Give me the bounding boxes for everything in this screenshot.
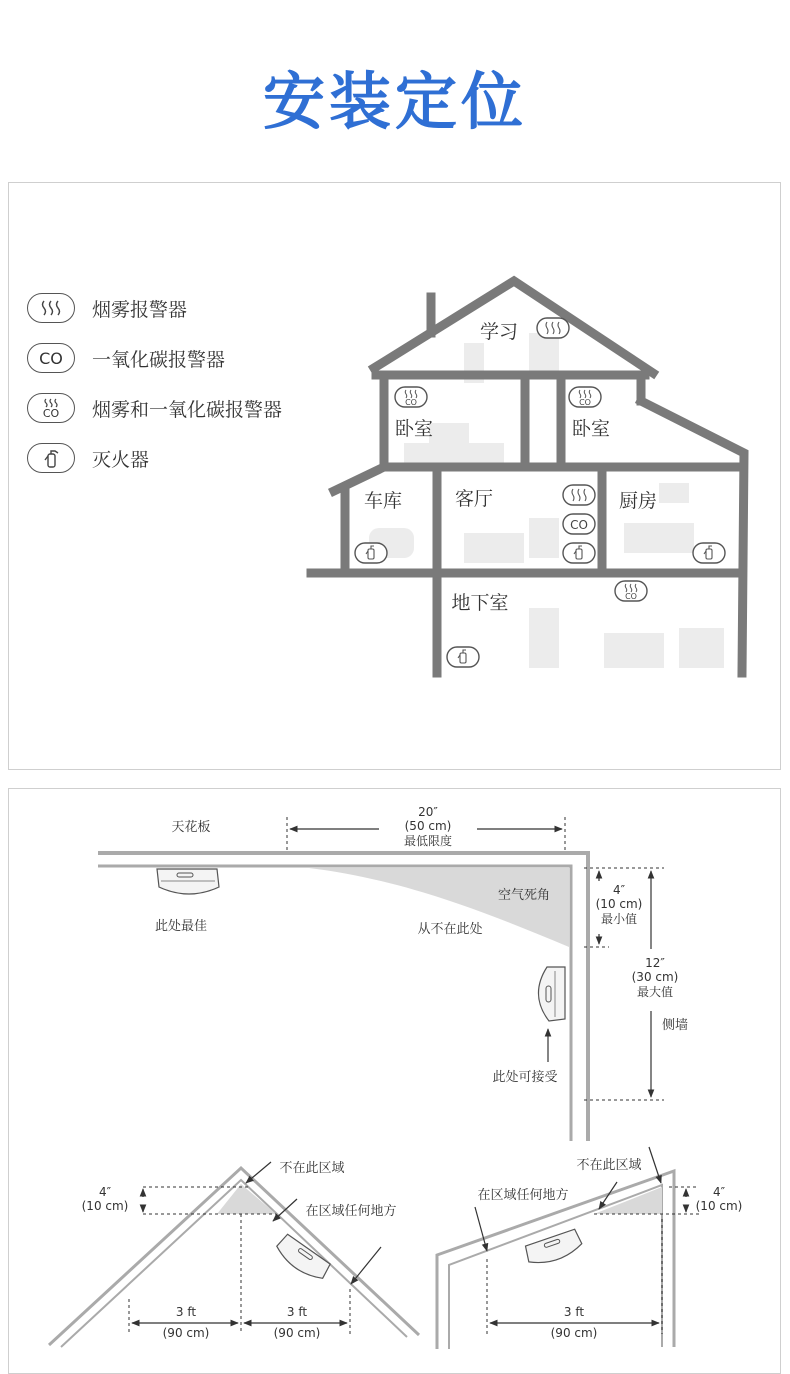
ceiling-label: 天花板 [171, 820, 211, 835]
best-here-label: 此处最佳 [154, 919, 208, 934]
peak-anywhere-in-area: 在区域任何地方 [305, 1204, 397, 1219]
peak-left-cm: (90 cm) [162, 1326, 210, 1340]
co-text: CO [579, 398, 591, 407]
peak-detector-icon [273, 1233, 332, 1284]
room-bedroom-right: 卧室 [571, 418, 611, 440]
peak-left-ft: 3 ft [175, 1305, 197, 1319]
basement-smoke-co-icon [615, 581, 647, 601]
dead-air-label: 空气死角 [497, 888, 551, 903]
bedroom-right-smoke-co-icon [569, 387, 601, 407]
room-garage: 车库 [363, 490, 403, 512]
garage-fire-extinguisher-icon [355, 543, 387, 563]
min-cm: (10 cm) [595, 897, 643, 911]
placement-diagram-panel [8, 788, 781, 1374]
house-diagram-panel [8, 182, 781, 770]
slope-not-in-area: 不在此区域 [576, 1158, 642, 1173]
room-kitchen: 厨房 [618, 490, 658, 512]
bedroom-left-smoke-co-icon [395, 387, 427, 407]
legend-label: 一氧化碳报警器 [92, 348, 226, 371]
side-wall-label: 侧墙 [661, 1018, 689, 1033]
basement-fire-extinguisher-icon [447, 647, 479, 667]
house-diagram [9, 183, 780, 769]
never-here-label: 从不在此处 [417, 922, 483, 937]
page-title: 安装定位 [262, 65, 527, 138]
max-inches: 12″ [645, 956, 665, 970]
min-distance-label: 最低限度 [403, 834, 453, 848]
slope-dist-inches: 4″ [712, 1185, 726, 1199]
living-smoke-alarm-icon [563, 485, 595, 505]
co-text: CO [42, 406, 60, 420]
peak-dist-cm: (10 cm) [81, 1199, 129, 1213]
min-label: 最小值 [600, 912, 638, 926]
house-walls [311, 281, 744, 673]
co-text: CO [625, 592, 637, 601]
min-distance-inches: 20″ [418, 805, 438, 819]
wall-detector-icon [538, 967, 565, 1021]
kitchen-fire-extinguisher-icon [693, 543, 725, 563]
min-distance-cm: (50 cm) [404, 819, 452, 833]
co-alarm-icon: CO [27, 343, 75, 373]
legend-label: 烟雾和一氧化碳报警器 [92, 398, 283, 421]
co-text: CO [570, 518, 588, 532]
max-label: 最大值 [636, 985, 674, 999]
room-basement: 地下室 [451, 592, 509, 614]
peak-dist-inches: 4″ [98, 1185, 112, 1199]
slope-cm: (90 cm) [550, 1326, 598, 1340]
ceiling-detector-icon [157, 869, 219, 894]
acceptable-here-label: 此处可接受 [492, 1070, 558, 1085]
legend-label: 烟雾报警器 [92, 298, 188, 321]
living-fire-extinguisher-icon [563, 543, 595, 563]
peak-right-ft: 3 ft [286, 1305, 308, 1319]
min-inches: 4″ [612, 883, 626, 897]
room-bedroom-left: 卧室 [394, 418, 434, 440]
ceiling-wall-diagram [98, 805, 688, 1141]
co-text: CO [405, 398, 417, 407]
furniture-silhouettes [369, 333, 724, 668]
slope-dist-cm: (10 cm) [695, 1199, 743, 1213]
peaked-ceiling-diagram [49, 1161, 419, 1347]
legend-label: 灭火器 [92, 448, 150, 471]
peak-dead-zone [217, 1184, 276, 1214]
sloped-ceiling-diagram [437, 1147, 742, 1349]
peak-right-cm: (90 cm) [273, 1326, 321, 1340]
peak-not-in-area: 不在此区域 [279, 1161, 345, 1176]
slope-ft: 3 ft [563, 1305, 585, 1319]
max-cm: (30 cm) [631, 970, 679, 984]
placement-diagrams [9, 789, 780, 1373]
study-smoke-alarm-icon [537, 318, 569, 338]
room-study: 学习 [479, 321, 519, 343]
room-living-room: 客厅 [454, 488, 494, 510]
living-co-alarm-icon [563, 514, 595, 534]
slope-anywhere-in-area: 在区域任何地方 [477, 1188, 569, 1203]
